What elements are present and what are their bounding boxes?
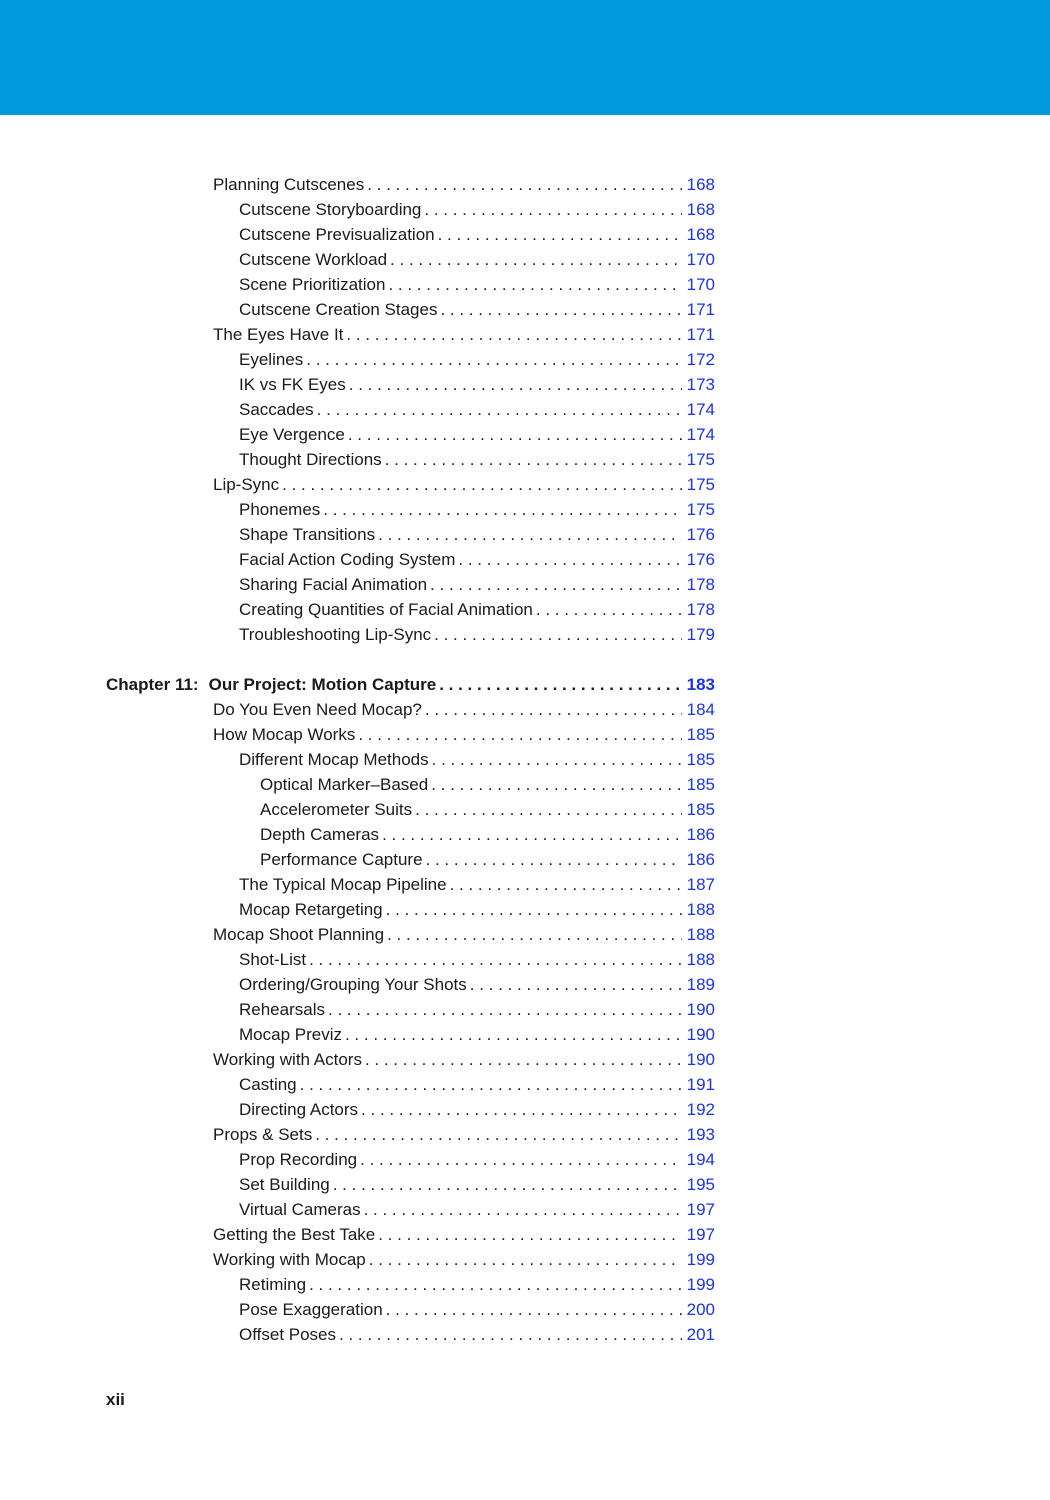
toc-entry-page-number[interactable]: 178 xyxy=(686,575,715,594)
toc-entry[interactable] xyxy=(0,1322,715,1347)
toc-entry-page-number[interactable]: 185 xyxy=(686,725,715,744)
dot-leader xyxy=(434,622,681,647)
dot-leader xyxy=(382,822,682,847)
toc-entry-title: Lip-Sync xyxy=(213,475,280,494)
toc-entry[interactable] xyxy=(0,772,715,797)
header-banner xyxy=(0,0,1050,115)
toc-entry-page-number[interactable]: 201 xyxy=(686,1325,715,1344)
dot-leader xyxy=(440,297,681,322)
toc-entry[interactable] xyxy=(0,1097,715,1122)
toc-entry[interactable] xyxy=(0,297,715,322)
toc-entry-title: IK vs FK Eyes xyxy=(239,375,346,394)
dot-leader xyxy=(386,897,682,922)
dot-leader xyxy=(378,522,682,547)
toc-entry[interactable] xyxy=(0,872,715,897)
toc-entry-title: Facial Action Coding System xyxy=(239,550,456,569)
toc-entry-page-number[interactable]: 186 xyxy=(686,850,715,869)
toc-entry[interactable] xyxy=(0,1172,715,1197)
toc-entry[interactable] xyxy=(0,1272,715,1297)
toc-entry-title: Pose Exaggeration xyxy=(239,1300,383,1319)
toc-entry-page-number[interactable]: 170 xyxy=(686,250,715,269)
chapter-title: Our Project: Motion Capture xyxy=(208,675,437,694)
toc-entry[interactable] xyxy=(0,422,715,447)
toc-entry[interactable] xyxy=(0,572,715,597)
toc-entry-title: Do You Even Need Mocap? xyxy=(213,700,422,719)
dot-leader xyxy=(346,322,681,347)
toc-entry-title: The Eyes Have It xyxy=(213,325,344,344)
toc-entry-page-number[interactable]: 168 xyxy=(686,225,715,244)
dot-leader xyxy=(365,1047,682,1072)
toc-entry[interactable] xyxy=(0,1072,715,1097)
toc-entry-title: Casting xyxy=(239,1075,297,1094)
dot-leader xyxy=(309,947,682,972)
toc-entry[interactable] xyxy=(0,497,715,522)
toc-entry-title: Retiming xyxy=(239,1275,307,1294)
chapter-entry[interactable] xyxy=(0,672,715,697)
toc-entry-page-number[interactable]: 174 xyxy=(686,425,715,444)
toc-entry[interactable] xyxy=(0,1122,715,1147)
dot-leader xyxy=(361,1097,682,1122)
toc-entry-page-number[interactable]: 192 xyxy=(686,1100,715,1119)
dot-leader xyxy=(386,1297,682,1322)
dot-leader xyxy=(415,797,682,822)
toc-entry-page-number[interactable]: 197 xyxy=(686,1200,715,1219)
toc-entry-title: Directing Actors xyxy=(239,1100,359,1119)
dot-leader xyxy=(309,1272,682,1297)
dot-leader xyxy=(339,1322,682,1347)
toc-entry[interactable] xyxy=(0,747,715,772)
toc-entry-title: Accelerometer Suits xyxy=(260,800,413,819)
dot-leader xyxy=(358,722,681,747)
toc-entry[interactable] xyxy=(0,272,715,297)
toc-entry[interactable] xyxy=(0,197,715,222)
table-of-contents xyxy=(0,172,1050,1347)
toc-entry[interactable] xyxy=(0,972,715,997)
toc-section-chapter-11 xyxy=(0,697,1050,1347)
toc-entry-page-number[interactable]: 171 xyxy=(686,325,715,344)
dot-leader xyxy=(348,422,682,447)
toc-entry[interactable] xyxy=(0,172,715,197)
toc-entry[interactable] xyxy=(0,447,715,472)
toc-entry[interactable] xyxy=(0,847,715,872)
dot-leader xyxy=(378,1222,681,1247)
toc-entry[interactable] xyxy=(0,997,715,1022)
dot-leader xyxy=(536,597,682,622)
dot-leader xyxy=(360,1147,682,1172)
toc-entry-page-number[interactable]: 171 xyxy=(686,300,715,319)
toc-entry-title: Creating Quantities of Facial Animation xyxy=(239,600,533,619)
page-folio: xii xyxy=(106,1390,125,1409)
toc-entry-title: Shape Transitions xyxy=(239,525,376,544)
toc-entry-title: Ordering/Grouping Your Shots xyxy=(239,975,467,994)
dot-leader xyxy=(426,847,682,872)
toc-entry-title: Shot-List xyxy=(239,950,307,969)
toc-entry-page-number[interactable]: 178 xyxy=(686,600,715,619)
toc-entry-title: Depth Cameras xyxy=(260,825,380,844)
toc-entry-title: Rehearsals xyxy=(239,1000,325,1019)
toc-entry-page-number[interactable]: 188 xyxy=(686,925,715,944)
toc-entry-page-number[interactable]: 188 xyxy=(686,950,715,969)
toc-entry-page-number[interactable]: 175 xyxy=(686,500,715,519)
toc-entry[interactable] xyxy=(0,522,715,547)
toc-entry-page-number[interactable]: 190 xyxy=(686,1025,715,1044)
toc-entry-title: Cutscene Workload xyxy=(239,250,388,269)
dot-leader xyxy=(317,397,682,422)
toc-section-before-chapter xyxy=(0,172,1050,647)
toc-entry-page-number[interactable]: 176 xyxy=(686,550,715,569)
toc-entry-page-number[interactable]: 174 xyxy=(686,400,715,419)
toc-entry-title: Phonemes xyxy=(239,500,321,519)
toc-entry-page-number[interactable]: 168 xyxy=(686,200,715,219)
toc-entry-title: Saccades xyxy=(239,400,314,419)
toc-entry-title: Planning Cutscenes xyxy=(213,175,365,194)
toc-entry-title: Sharing Facial Animation xyxy=(239,575,428,594)
toc-entry-title: Eye Vergence xyxy=(239,425,345,444)
toc-entry-title: Optical Marker–Based xyxy=(260,775,429,794)
toc-entry-title: Offset Poses xyxy=(239,1325,337,1344)
toc-entry-title: Getting the Best Take xyxy=(213,1225,376,1244)
dot-leader xyxy=(367,172,681,197)
toc-entry-page-number[interactable]: 176 xyxy=(686,525,715,544)
toc-entry[interactable] xyxy=(0,247,715,272)
toc-entry-title: Virtual Cameras xyxy=(239,1200,361,1219)
toc-entry-title: Thought Directions xyxy=(239,450,382,469)
dot-leader xyxy=(458,547,681,572)
toc-entry[interactable] xyxy=(0,472,715,497)
dot-leader xyxy=(315,1122,681,1147)
dot-leader xyxy=(388,272,681,297)
toc-entry[interactable] xyxy=(0,397,715,422)
toc-entry[interactable] xyxy=(0,1147,715,1172)
dot-leader xyxy=(424,197,681,222)
toc-entry-title: Props & Sets xyxy=(213,1125,313,1144)
dot-leader xyxy=(306,347,681,372)
dot-leader xyxy=(328,997,682,1022)
toc-entry[interactable] xyxy=(0,1222,715,1247)
dot-leader xyxy=(323,497,681,522)
dot-leader xyxy=(333,1172,682,1197)
dot-leader xyxy=(364,1197,682,1222)
toc-entry[interactable] xyxy=(0,697,715,722)
toc-entry-page-number[interactable]: 195 xyxy=(686,1175,715,1194)
toc-entry-page-number[interactable]: 197 xyxy=(686,1225,715,1244)
toc-entry-title: Mocap Shoot Planning xyxy=(213,925,385,944)
toc-entry-page-number[interactable]: 191 xyxy=(686,1075,715,1094)
dot-leader xyxy=(390,247,682,272)
dot-leader xyxy=(300,1072,682,1097)
toc-entry-page-number[interactable]: 193 xyxy=(686,1125,715,1144)
toc-entry-page-number[interactable]: 187 xyxy=(686,875,715,894)
toc-entry[interactable] xyxy=(0,922,715,947)
toc-entry[interactable] xyxy=(0,797,715,822)
toc-entry-page-number[interactable]: 168 xyxy=(686,175,715,194)
toc-entry-title: Different Mocap Methods xyxy=(239,750,429,769)
toc-entry-page-number[interactable]: 185 xyxy=(686,750,715,769)
toc-entry[interactable] xyxy=(0,822,715,847)
toc-entry-title: Mocap Previz xyxy=(239,1025,342,1044)
dot-leader xyxy=(431,772,681,797)
toc-entry[interactable] xyxy=(0,347,715,372)
toc-entry-page-number[interactable]: 186 xyxy=(686,825,715,844)
toc-entry-page-number[interactable]: 190 xyxy=(686,1050,715,1069)
chapter-page-number[interactable]: 183 xyxy=(686,675,715,694)
toc-entry[interactable] xyxy=(0,322,715,347)
toc-entry-page-number[interactable]: 190 xyxy=(686,1000,715,1019)
toc-entry-page-number[interactable]: 200 xyxy=(686,1300,715,1319)
toc-entry-title: Troubleshooting Lip-Sync xyxy=(239,625,432,644)
toc-entry[interactable] xyxy=(0,597,715,622)
toc-entry-page-number[interactable]: 172 xyxy=(686,350,715,369)
dot-leader xyxy=(438,222,682,247)
toc-entry[interactable] xyxy=(0,722,715,747)
toc-entry-page-number[interactable]: 175 xyxy=(686,450,715,469)
toc-entry-title: Working with Actors xyxy=(213,1050,362,1069)
toc-entry-page-number[interactable]: 175 xyxy=(686,475,715,494)
toc-entry-title: Performance Capture xyxy=(260,850,423,869)
toc-entry[interactable] xyxy=(0,947,715,972)
toc-entry[interactable] xyxy=(0,1197,715,1222)
toc-entry-title: Scene Prioritization xyxy=(239,275,386,294)
dot-leader xyxy=(369,1247,682,1272)
toc-entry[interactable] xyxy=(0,622,715,647)
dot-leader xyxy=(470,972,682,997)
toc-entry-page-number[interactable]: 179 xyxy=(686,625,715,644)
dot-leader xyxy=(282,472,681,497)
toc-entry-title: Eyelines xyxy=(239,350,304,369)
toc-entry[interactable] xyxy=(0,1247,715,1272)
toc-entry-title: Set Building xyxy=(239,1175,330,1194)
toc-entry-page-number[interactable]: 170 xyxy=(686,275,715,294)
dot-leader xyxy=(425,697,682,722)
dot-leader xyxy=(387,922,682,947)
dot-leader xyxy=(450,872,682,897)
toc-entry-title: Cutscene Storyboarding xyxy=(239,200,422,219)
toc-entry-page-number[interactable]: 185 xyxy=(686,800,715,819)
toc-entry-title: Cutscene Previsualization xyxy=(239,225,435,244)
dot-leader xyxy=(430,572,682,597)
toc-entry[interactable] xyxy=(0,372,715,397)
toc-entry-title: Working with Mocap xyxy=(213,1250,366,1269)
toc-entry-title: Mocap Retargeting xyxy=(239,900,383,919)
toc-entry-page-number[interactable]: 188 xyxy=(686,900,715,919)
chapter-label: Chapter 11: xyxy=(106,675,199,694)
dot-leader xyxy=(432,747,682,772)
toc-entry[interactable] xyxy=(0,897,715,922)
dot-leader xyxy=(345,1022,682,1047)
dot-leader xyxy=(349,372,682,397)
toc-entry-page-number[interactable]: 199 xyxy=(686,1250,715,1269)
dot-leader xyxy=(385,447,682,472)
toc-entry-title: How Mocap Works xyxy=(213,725,356,744)
toc-entry-title: Prop Recording xyxy=(239,1150,358,1169)
toc-entry-page-number[interactable]: 199 xyxy=(686,1275,715,1294)
dot-leader xyxy=(439,672,681,697)
toc-entry[interactable] xyxy=(0,547,715,572)
toc-entry-page-number[interactable]: 185 xyxy=(686,775,715,794)
toc-entry[interactable] xyxy=(0,1022,715,1047)
toc-entry-page-number[interactable]: 189 xyxy=(686,975,715,994)
toc-entry-page-number[interactable]: 194 xyxy=(686,1150,715,1169)
toc-entry-title: The Typical Mocap Pipeline xyxy=(239,875,447,894)
toc-entry[interactable] xyxy=(0,1297,715,1322)
toc-entry-page-number[interactable]: 173 xyxy=(686,375,715,394)
toc-entry-title: Cutscene Creation Stages xyxy=(239,300,438,319)
toc-entry[interactable] xyxy=(0,222,715,247)
toc-entry-page-number[interactable]: 184 xyxy=(686,700,715,719)
toc-entry[interactable] xyxy=(0,1047,715,1072)
